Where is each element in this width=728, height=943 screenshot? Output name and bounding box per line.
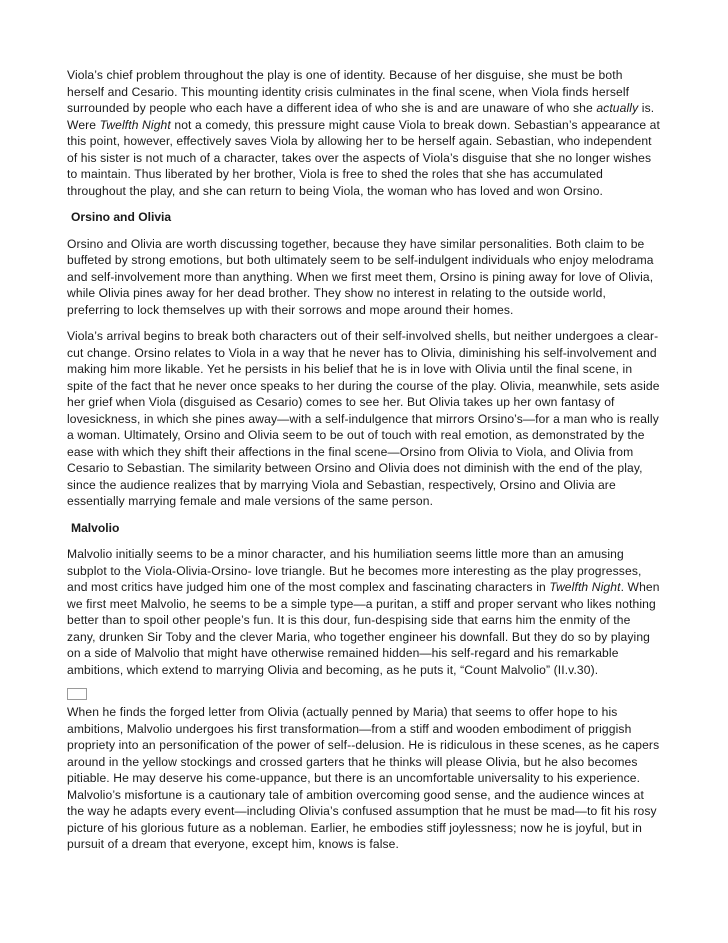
orsino-olivia-heading: Orsino and Olivia [71,210,172,224]
viola-paragraph: Viola’s chief problem throughout the play is one of identity. Because of her disguise, she must be both herself and Cesario. This mounting identity crisis culminates in the final scene, when Viola finds herself surrounded by people who each have a different idea of who she is and are unaware of who she actually is. Were Twelfth Night not a comedy, this pressure might cause Viola to break down. Sebastian’s appearance at this point, however, effectively saves Viola by allowing her to be herself again. Sebastian, who independent of his sister is not much of a character, takes over the aspects of Viola’s disguise that she no longer wishes to maintain. Thus liberated by her brother, Viola is free to shed the roles that she has accumulated throughout the play, and she can return to being Viola, the woman who has loved and won Orsino. [67,68,660,198]
orsino-olivia-paragraph-2: Viola’s arrival begins to break both characters out of their self-involved shells, but neither undergoes a clear-cut change. Orsino relates to Viola in a way that he never has to Olivia, diminishing his self-involvement and making him more likable. Yet he persists in his belief that he is in love with Olivia until the final scene, in spite of the fact that he never once speaks to her during the course of the play. Olivia, meanwhile, sets aside her grief when Viola (disguised as Cesario) comes to see her. But Olivia takes up her own fantasy of lovesickness, in which she pines away—with a self-indulgence that mirrors Orsino’s—for a man who is really a woman. Ultimately, Orsino and Olivia seem to be out of touch with real emotion, as demonstrated by the ease with which they shift their affections in the final scene—Orsino from Olivia to Viola, and Olivia from Cesario to Sebastian. The similarity between Orsino and Olivia does not diminish with the end of the play, since the audience realizes that by marrying Viola and Sebastian, respectively, Orsino and Olivia are essentially marrying female and male versions of the same person. [67,329,660,508]
document-page [67,67,661,853]
orsino-olivia-paragraph-1: Orsino and Olivia are worth discussing together, because they have similar personalities. Both claim to be buffeted by strong emotions, but both ultimately seem to be self-indulgent individuals who enjoy melodrama and self-involvement more than anything. When we first meet them, Orsino is pining away for love of Olivia, while Olivia pines away for her dead brother. They show no interest in relating to the outside world, preferring to lock themselves up with their sorrows and mope around their homes. [67,236,654,317]
malvolio-heading: Malvolio [71,520,120,535]
malvolio-paragraph-1: Malvolio initially seems to be a minor character, and his humiliation seems little more than an amusing subplot to the Viola-Olivia-Orsino- love triangle. But he becomes more interesting as the play progresses, and most critics have judged him one of the most complex and fascinating characters in Twelfth Night. When we first meet Malvolio, he seems to be a simple type—a puritan, a stiff and proper servant who likes nothing better than to spoil other people’s fun. It is this dour, fun-despising side that earns him the enmity of the zany, drunken Sir Toby and the clever Maria, who together engineer his downfall. But they do so by playing on a side of Malvolio that might have otherwise remained hidden—his self-regard and his remarkable ambitions, which extend to marrying Olivia and becoming, as he puts it, “Count Malvolio” (II.v.30). [67,547,660,677]
image-placeholder-icon [67,688,87,700]
malvolio-paragraph-2: When he finds the forged letter from Olivia (actually penned by Maria) that seems to offer hope to his ambitions, Malvolio undergoes his first transformation—from a stiff and wooden embodiment of priggish propriety into an personification of the power of self--delusion. He is ridiculous in these scenes, as he capers around in the yellow stockings and crossed garters that he thinks will please Olivia, but he also becomes pitiable. He may deserve his come-uppance, but there is an uncomfortable universality to his experience. Malvolio’s misfortune is a cautionary tale of ambition overcoming good sense, and the audience winces at the way he adapts every event—including Olivia’s confused assumption that he must be mad—to fit his rosy picture of his glorious future as a nobleman. Earlier, he embodies stiff joylessness; now he is joyful, but in pursuit of a dream that everyone, except him, knows is false. [67,705,660,851]
